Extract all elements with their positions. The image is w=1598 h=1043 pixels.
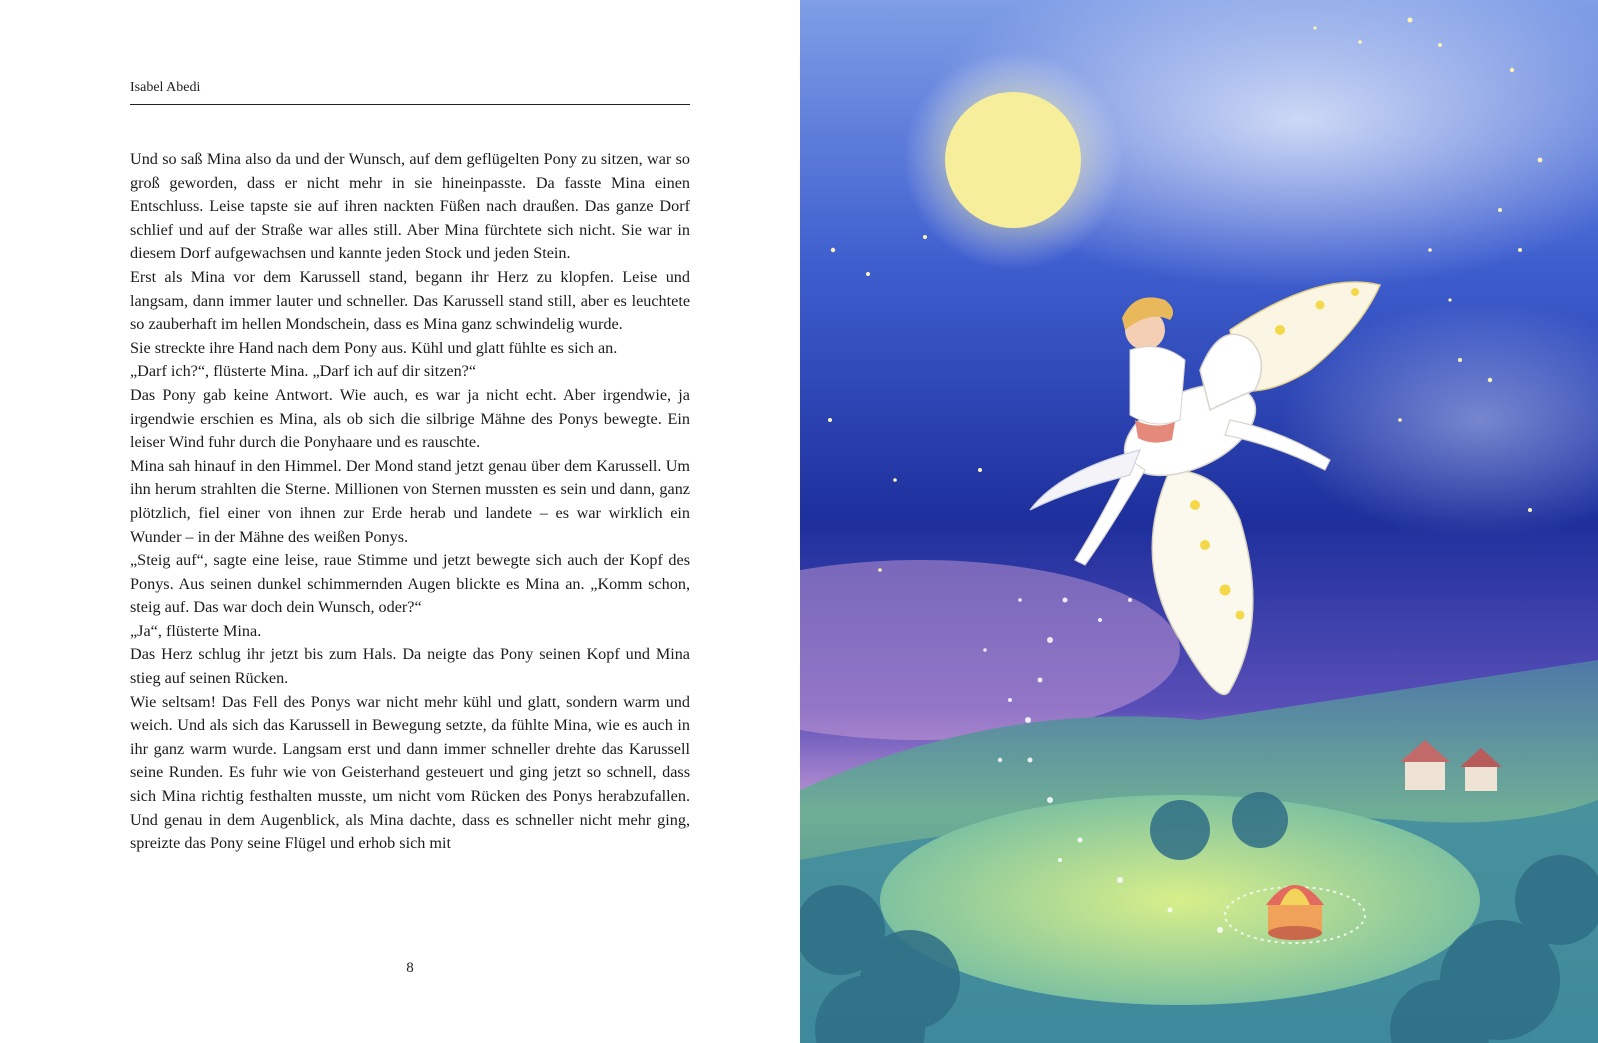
paragraph: „Ja“, flüsterte Mina.: [130, 621, 262, 640]
paragraph: Erst als Mina vor dem Karussell stand, begann ihr Herz zu klopfen. Leise und langsam, dann immer lauter und schneller. Das Karussell stand still, aber es leuchtete so zauberhaft im hellen Mondschein, dass es Mina ganz schwindelig wurde.: [130, 267, 690, 334]
page-number: 8: [406, 960, 414, 976]
paragraph: Sie streckte ihre Hand nach dem Pony aus. Kühl und glatt fühlte es sich an.: [130, 338, 618, 357]
moon: [945, 92, 1081, 228]
night-flight-illustration: [800, 0, 1598, 1043]
illustration-page: [800, 0, 1598, 1043]
paragraph: Wie seltsam! Das Fell des Ponys war nicht mehr kühl und glatt, sondern warm und weich. Und als sich das Karussell in Bewegung setzte, da fühlte Mina, wie es auch in ihr ganz warm wurde. Langsam erst und dann immer schneller drehte das Karussell seine Runden. Es fuhr wie von Geisterhand gesteuert und ging jetzt so schnell, dass sich Mina richtig festhalten musste, um nicht vom Rücken des Ponys herabzufallen. Und genau in dem Augenblick, als Mina dachte, dass es schneller nicht mehr ging, spreizte das Pony seine Flügel und erhob sich mit: [130, 692, 690, 853]
running-head-author: Isabel Abedi: [130, 80, 690, 105]
paragraph: „Steig auf“, sagte eine leise, raue Stimme und jetzt bewegte sich auch der Kopf des Ponys. Aus seinen dunkel schimmernden Augen blickte es Mina an. „Komm schon, steig auf. Das war doch dein Wunsch, oder?“: [130, 551, 690, 617]
paragraph: Und so saß Mina also da und der Wunsch, auf dem geflügelten Pony zu sitzen, war so groß geworden, dass er nicht mehr in sie hineinpasste. Da fasste Mina einen Entschluss. Leise tapste sie auf ihren nackten Füßen nach draußen. Das ganze Dorf schlief und auf der Straße war alles still. Aber Mina fürchtete sich nicht. Sie war in diesem Dorf aufgewachsen und kannte jeden Stock und jeden Stein.: [130, 150, 690, 263]
story-text: [130, 148, 690, 856]
paragraph: Mina sah hinauf in den Himmel. Der Mond stand jetzt genau über dem Karussell. Um ihn herum strahlten die Sterne. Millionen von Sternen mussten es sein und dann, ganz plötzlich, fiel einer von ihnen zur Erde herab und landete – es war wirklich ein Wunder – in der Mähne des weißen Ponys.: [130, 456, 690, 546]
paragraph: Das Pony gab keine Antwort. Wie auch, es war ja nicht echt. Aber irgendwie, ja irgendwie erschien es Mina, als ob sich die silbrige Mähne des Ponys bewegte. Ein leiser Wind fuhr durch die Ponyhaare und es rauschte.: [130, 385, 690, 452]
paragraph: Das Herz schlug ihr jetzt bis zum Hals. Da neigte das Pony seinen Kopf und Mina stieg auf seinen Rücken.: [130, 645, 690, 688]
paragraph: „Darf ich?“, flüsterte Mina. „Darf ich auf dir sitzen?“: [130, 362, 477, 381]
